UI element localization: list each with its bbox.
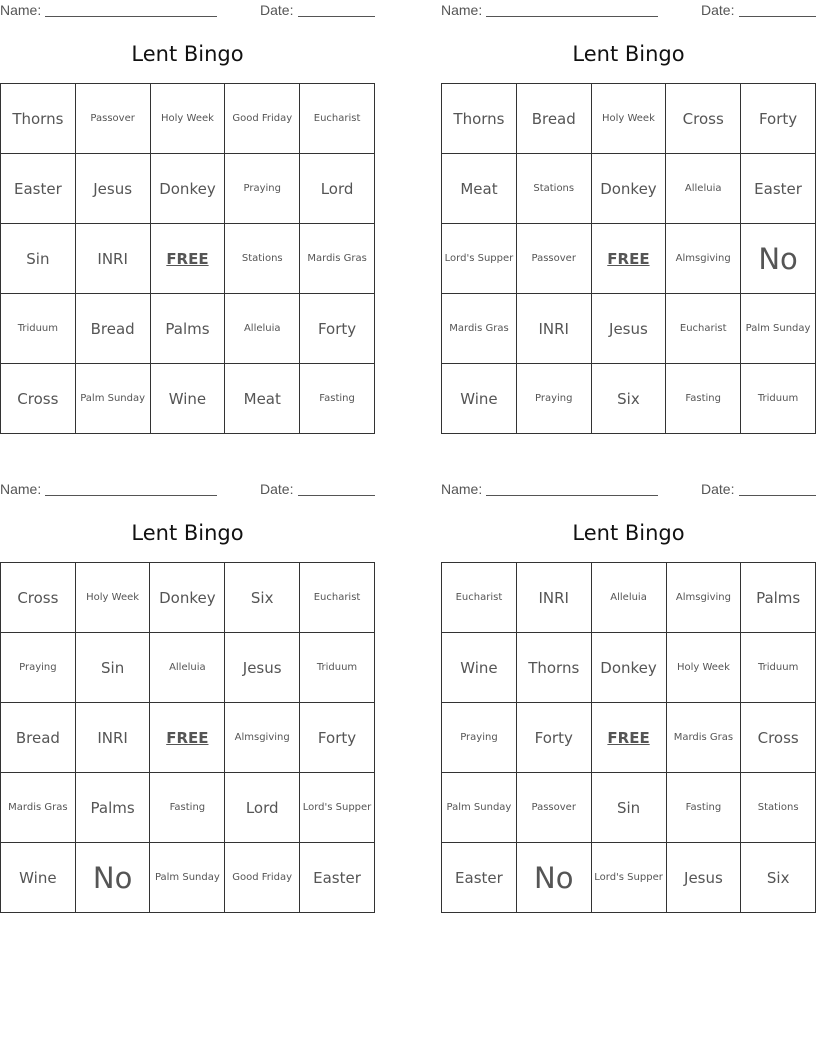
bingo-cell: Six: [741, 843, 816, 913]
bingo-cell: Forty: [516, 703, 591, 773]
bingo-cell: Palms: [741, 563, 816, 633]
free-cell: FREE: [591, 703, 666, 773]
bingo-cell: Lord: [300, 154, 375, 224]
grid-row: [1, 224, 375, 294]
bingo-cell: INRI: [75, 703, 150, 773]
bingo-cell: INRI: [75, 224, 150, 294]
bingo-cell: Fasting: [300, 364, 375, 434]
card-title: Lent Bingo: [131, 521, 244, 545]
bingo-cell: Almsgiving: [666, 224, 741, 294]
bingo-cell: Alleluia: [225, 294, 300, 364]
bingo-cell: Meat: [225, 364, 300, 434]
grid-row: [1, 843, 375, 913]
bingo-cell: Eucharist: [300, 563, 375, 633]
bingo-cell: Eucharist: [666, 294, 741, 364]
card-header: [0, 479, 375, 499]
bingo-cell: Cross: [1, 364, 76, 434]
bingo-cell: Easter: [741, 154, 816, 224]
name-label: Name:: [0, 481, 42, 497]
bingo-cell: Fasting: [666, 364, 741, 434]
grid-row: [442, 294, 816, 364]
bingo-cell: INRI: [516, 294, 591, 364]
bingo-cell: Bread: [75, 294, 150, 364]
name-label: Name:: [441, 2, 483, 18]
grid-row: [442, 773, 816, 843]
card-header: [0, 0, 375, 20]
bingo-cell: Good Friday: [225, 843, 300, 913]
bingo-cell: Sin: [591, 773, 666, 843]
grid-row: [442, 84, 816, 154]
bingo-card-1: [0, 0, 375, 435]
bingo-cell: Mardis Gras: [300, 224, 375, 294]
date-line: [739, 495, 816, 496]
name-line: [486, 495, 658, 496]
date-label: Date:: [701, 2, 735, 18]
bingo-cell: Cross: [666, 84, 741, 154]
grid-row: [442, 843, 816, 913]
bingo-cell: Fasting: [666, 773, 741, 843]
bingo-grid: [441, 562, 816, 913]
bingo-card-4: [441, 479, 816, 914]
bingo-cell: Almsgiving: [225, 703, 300, 773]
bingo-cell: Palms: [150, 294, 225, 364]
grid-row: [442, 154, 816, 224]
bingo-cell: Thorns: [516, 633, 591, 703]
bingo-cell: Jesus: [591, 294, 666, 364]
bingo-cell: No: [516, 843, 591, 913]
bingo-cell: Mardis Gras: [442, 294, 517, 364]
bingo-cell: Fasting: [150, 773, 225, 843]
grid-row: [442, 364, 816, 434]
name-line: [486, 16, 658, 17]
bingo-cell: Thorns: [442, 84, 517, 154]
bingo-cell: Sin: [75, 633, 150, 703]
card-title: Lent Bingo: [131, 42, 244, 66]
bingo-grid: [441, 83, 816, 434]
bingo-cell: Wine: [442, 364, 517, 434]
bingo-cell: Mardis Gras: [1, 773, 76, 843]
bingo-cell: Thorns: [1, 84, 76, 154]
bingo-cell: Six: [225, 563, 300, 633]
bingo-card-2: [441, 0, 816, 435]
bingo-cell: Mardis Gras: [666, 703, 741, 773]
bingo-cell: Donkey: [591, 633, 666, 703]
free-cell: FREE: [591, 224, 666, 294]
bingo-cell: Cross: [1, 563, 76, 633]
grid-row: [442, 703, 816, 773]
bingo-cell: Bread: [1, 703, 76, 773]
bingo-cell: Almsgiving: [666, 563, 741, 633]
bingo-grid: [0, 83, 375, 434]
bingo-cell: Eucharist: [442, 563, 517, 633]
bingo-cell: Holy Week: [666, 633, 741, 703]
card-header: [441, 479, 816, 499]
bingo-cell: Lord's Supper: [591, 843, 666, 913]
bingo-cell: Praying: [1, 633, 76, 703]
grid-row: [1, 364, 375, 434]
name-label: Name:: [0, 2, 42, 18]
bingo-cell: Palm Sunday: [75, 364, 150, 434]
bingo-cell: Forty: [300, 703, 375, 773]
bingo-cell: Triduum: [1, 294, 76, 364]
bingo-cell: Passover: [75, 84, 150, 154]
bingo-cell: Passover: [516, 773, 591, 843]
bingo-cell: Donkey: [150, 563, 225, 633]
bingo-cell: Easter: [442, 843, 517, 913]
bingo-cell: Triduum: [741, 633, 816, 703]
bingo-cell: Eucharist: [300, 84, 375, 154]
bingo-cell: Holy Week: [75, 563, 150, 633]
grid-row: [442, 224, 816, 294]
grid-row: [1, 294, 375, 364]
date-line: [739, 16, 816, 17]
grid-row: [1, 773, 375, 843]
bingo-cell: Passover: [516, 224, 591, 294]
grid-row: [1, 703, 375, 773]
bingo-cell: Donkey: [591, 154, 666, 224]
bingo-cell: Stations: [741, 773, 816, 843]
bingo-grid: [0, 562, 375, 913]
bingo-cell: Palms: [75, 773, 150, 843]
bingo-cell: Palm Sunday: [150, 843, 225, 913]
free-cell: FREE: [150, 224, 225, 294]
bingo-card-3: [0, 479, 375, 914]
bingo-cell: Easter: [1, 154, 76, 224]
card-header: [441, 0, 816, 20]
bingo-cell: Praying: [442, 703, 517, 773]
grid-row: [1, 563, 375, 633]
bingo-cell: Lord: [225, 773, 300, 843]
name-line: [45, 16, 217, 17]
bingo-cell: No: [75, 843, 150, 913]
bingo-cell: Palm Sunday: [741, 294, 816, 364]
bingo-cell: Meat: [442, 154, 517, 224]
bingo-cell: Holy Week: [150, 84, 225, 154]
bingo-cell: Easter: [300, 843, 375, 913]
grid-row: [1, 84, 375, 154]
free-cell: FREE: [150, 703, 225, 773]
bingo-cell: Forty: [741, 84, 816, 154]
bingo-cell: Stations: [225, 224, 300, 294]
bingo-cell: Wine: [442, 633, 517, 703]
bingo-cell: Lord's Supper: [300, 773, 375, 843]
bingo-cell: Wine: [1, 843, 76, 913]
card-title: Lent Bingo: [572, 521, 685, 545]
bingo-cell: Wine: [150, 364, 225, 434]
bingo-cell: Triduum: [300, 633, 375, 703]
bingo-cell: Forty: [300, 294, 375, 364]
bingo-cell: Donkey: [150, 154, 225, 224]
bingo-cell: Stations: [516, 154, 591, 224]
date-label: Date:: [701, 481, 735, 497]
grid-row: [442, 633, 816, 703]
bingo-cell: Good Friday: [225, 84, 300, 154]
bingo-cell: Triduum: [741, 364, 816, 434]
bingo-cell: Cross: [741, 703, 816, 773]
bingo-cell: Jesus: [666, 843, 741, 913]
bingo-cell: Sin: [1, 224, 76, 294]
date-label: Date:: [260, 2, 294, 18]
bingo-cell: Lord's Supper: [442, 224, 517, 294]
bingo-cell: Alleluia: [591, 563, 666, 633]
bingo-cell: Praying: [225, 154, 300, 224]
grid-row: [1, 154, 375, 224]
card-title: Lent Bingo: [572, 42, 685, 66]
name-line: [45, 495, 217, 496]
date-line: [298, 16, 375, 17]
bingo-cell: Palm Sunday: [442, 773, 517, 843]
bingo-cell: Jesus: [225, 633, 300, 703]
bingo-cell: Alleluia: [150, 633, 225, 703]
date-label: Date:: [260, 481, 294, 497]
grid-row: [442, 563, 816, 633]
bingo-cell: Six: [591, 364, 666, 434]
bingo-cell: Alleluia: [666, 154, 741, 224]
bingo-cell: No: [741, 224, 816, 294]
bingo-cell: Praying: [516, 364, 591, 434]
bingo-cell: INRI: [516, 563, 591, 633]
name-label: Name:: [441, 481, 483, 497]
bingo-cell: Holy Week: [591, 84, 666, 154]
bingo-cell: Bread: [516, 84, 591, 154]
bingo-cell: Jesus: [75, 154, 150, 224]
grid-row: [1, 633, 375, 703]
date-line: [298, 495, 375, 496]
